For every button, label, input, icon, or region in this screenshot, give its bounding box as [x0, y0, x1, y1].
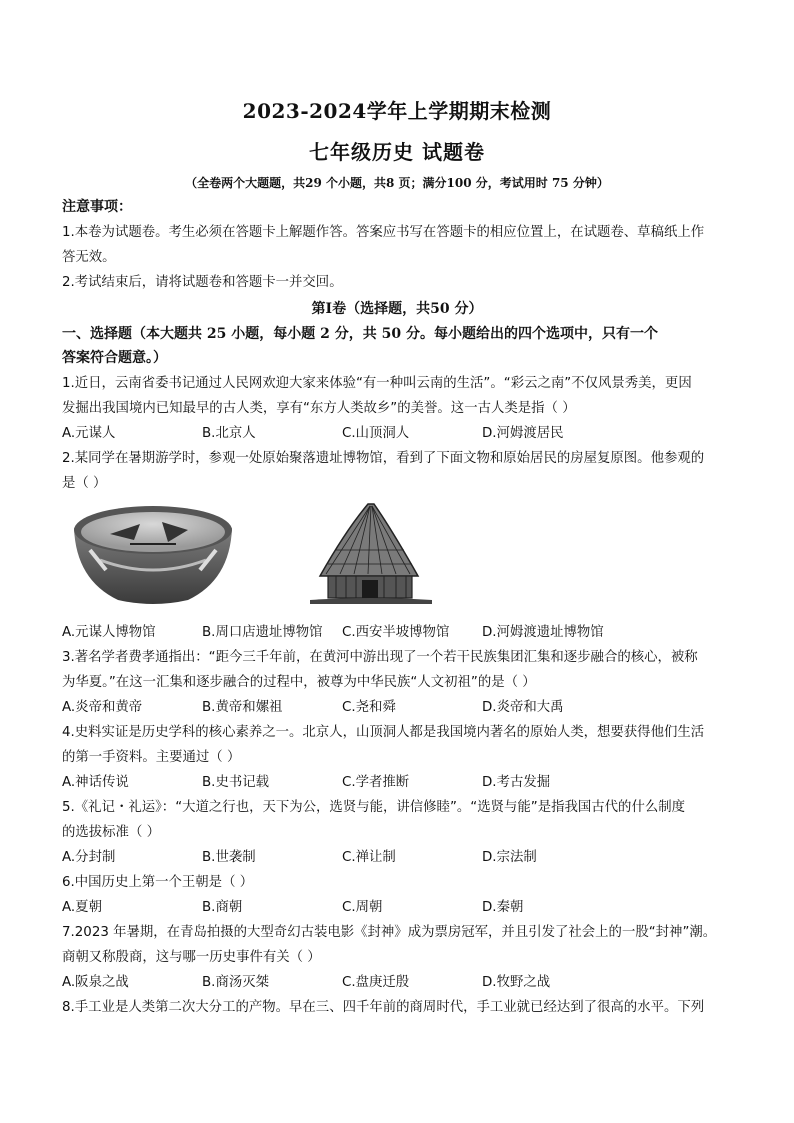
question-2-option-c: C.西安半坡博物馆 — [342, 625, 450, 640]
primitive-hut-image — [306, 500, 436, 608]
question-3-options — [62, 695, 742, 720]
exam-subtitle: 七年级历史 试题卷 — [309, 140, 485, 164]
painted-pottery-bowl-image — [70, 500, 236, 608]
question-5-option-d: D.宗法制 — [482, 850, 537, 865]
question-4-line-2: 的第一手资料。主要通过（ ） — [62, 750, 241, 765]
question-1-option-b: B.北京人 — [202, 426, 256, 441]
question-2-options — [62, 620, 742, 645]
question-4-line-1: 4.史料实证是历史学科的核心素养之一。北京人，山顶洞人都是我国境内著名的原始人类，想要获得他们生活 — [62, 725, 705, 740]
question-2-line-2: 是（ ） — [62, 476, 107, 491]
part-heading-line-2: 答案符合题意。） — [62, 350, 167, 366]
question-6-line-1: 6.中国历史上第一个王朝是（ ） — [62, 875, 254, 890]
question-5-line-1: 5.《礼记・礼运》：“大道之行也，天下为公，选贤与能，讲信修睦”。“选贤与能”是指我国古代的什么制度 — [62, 800, 686, 815]
question-3-option-b: B.黄帝和嫘祖 — [202, 700, 283, 715]
notice-item-1-line-2: 答无效。 — [62, 250, 116, 265]
question-4-options — [62, 770, 742, 795]
question-2-line-1: 2.某同学在暑期游学时，参观一处原始聚落遗址博物馆，看到了下面文物和原始居民的房屋复原图。他参观的 — [62, 451, 705, 466]
question-1-options — [62, 421, 742, 446]
question-2-option-a: A.元谋人博物馆 — [62, 625, 156, 640]
question-6-option-b: B.商朝 — [202, 900, 243, 915]
question-2-option-d: D.河姆渡遗址博物馆 — [482, 625, 604, 640]
question-6-option-c: C.周朝 — [342, 900, 383, 915]
question-1-option-d: D.河姆渡居民 — [482, 426, 564, 441]
notice-item-2: 2.考试结束后，请将试题卷和答题卡一并交回。 — [62, 275, 343, 290]
exam-info: （全卷两个大题题，共29 个小题，共8 页；满分100 分，考试用时 75 分钟） — [185, 176, 609, 190]
question-5-line-2: 的选拔标准（ ） — [62, 825, 160, 840]
question-5-option-b: B.世袭制 — [202, 850, 256, 865]
question-3-line-2: 为华夏。”在这一汇集和逐步融合的过程中，被尊为中华民族“人文初祖”的是（ ） — [62, 675, 536, 690]
question-7-options — [62, 970, 742, 995]
question-1-option-c: C.山顶洞人 — [342, 426, 410, 441]
question-1-line-2: 发掘出我国境内已知最早的古人类，享有“东方人类故乡”的美誉。这一古人类是指（ ） — [62, 401, 576, 416]
question-5-option-c: C.禅让制 — [342, 850, 396, 865]
question-5-options — [62, 845, 742, 870]
question-7-option-a: A.阪泉之战 — [62, 975, 129, 990]
notice-item-1-line-1: 1.本卷为试题卷。考生必须在答题卡上解题作答。答案应书写在答题卡的相应位置上，在试题卷、草稿纸上作 — [62, 225, 705, 240]
notice-heading: 注意事项： — [62, 199, 132, 215]
exam-title: 2023-2024学年上学期期末检测 — [242, 99, 552, 123]
question-1-line-1: 1.近日，云南省委书记通过人民网欢迎大家来体验“有一种叫云南的生活”。“彩云之南”不仅风景秀美，更因 — [62, 376, 692, 391]
question-7-option-b: B.商汤灭桀 — [202, 975, 270, 990]
part-heading-line-1: 一、选择题（本大题共 25 小题，每小题 2 分，共 50 分。每小题给出的四个选项中，只有一个 — [62, 326, 658, 342]
question-4-option-c: C.学者推断 — [342, 775, 410, 790]
volume-heading: 第Ⅰ卷（选择题，共50 分） — [311, 301, 483, 317]
question-7-option-c: C.盘庚迁殷 — [342, 975, 410, 990]
question-7-option-d: D.牧野之战 — [482, 975, 551, 990]
question-8-line-1: 8.手工业是人类第二次大分工的产物。早在三、四千年前的商周时代，手工业就已经达到了很高的水平。下列 — [62, 1000, 705, 1015]
question-3-option-a: A.炎帝和黄帝 — [62, 700, 143, 715]
question-4-option-b: B.史书记载 — [202, 775, 270, 790]
question-6-option-d: D.秦朝 — [482, 900, 524, 915]
question-5-option-a: A.分封制 — [62, 850, 116, 865]
question-3-option-c: C.尧和舜 — [342, 700, 396, 715]
question-2-option-b: B.周口店遗址博物馆 — [202, 625, 323, 640]
question-4-option-d: D.考古发掘 — [482, 775, 551, 790]
question-3-line-1: 3.著名学者费孝通指出：“距今三千年前，在黄河中游出现了一个若干民族集团汇集和逐步融合的核心，被称 — [62, 650, 698, 665]
question-4-option-a: A.神话传说 — [62, 775, 129, 790]
question-6-option-a: A.夏朝 — [62, 900, 102, 915]
question-7-line-1: 7.2023 年暑期，在青岛拍摄的大型奇幻古装电影《封神》成为票房冠军，并且引发了社会上的一股“封神”潮。 — [62, 925, 717, 940]
question-7-line-2: 商朝又称殷商，这与哪一历史事件有关（ ） — [62, 950, 321, 965]
question-3-option-d: D.炎帝和大禹 — [482, 700, 564, 715]
question-1-option-a: A.元谋人 — [62, 426, 116, 441]
question-6-options — [62, 895, 742, 920]
